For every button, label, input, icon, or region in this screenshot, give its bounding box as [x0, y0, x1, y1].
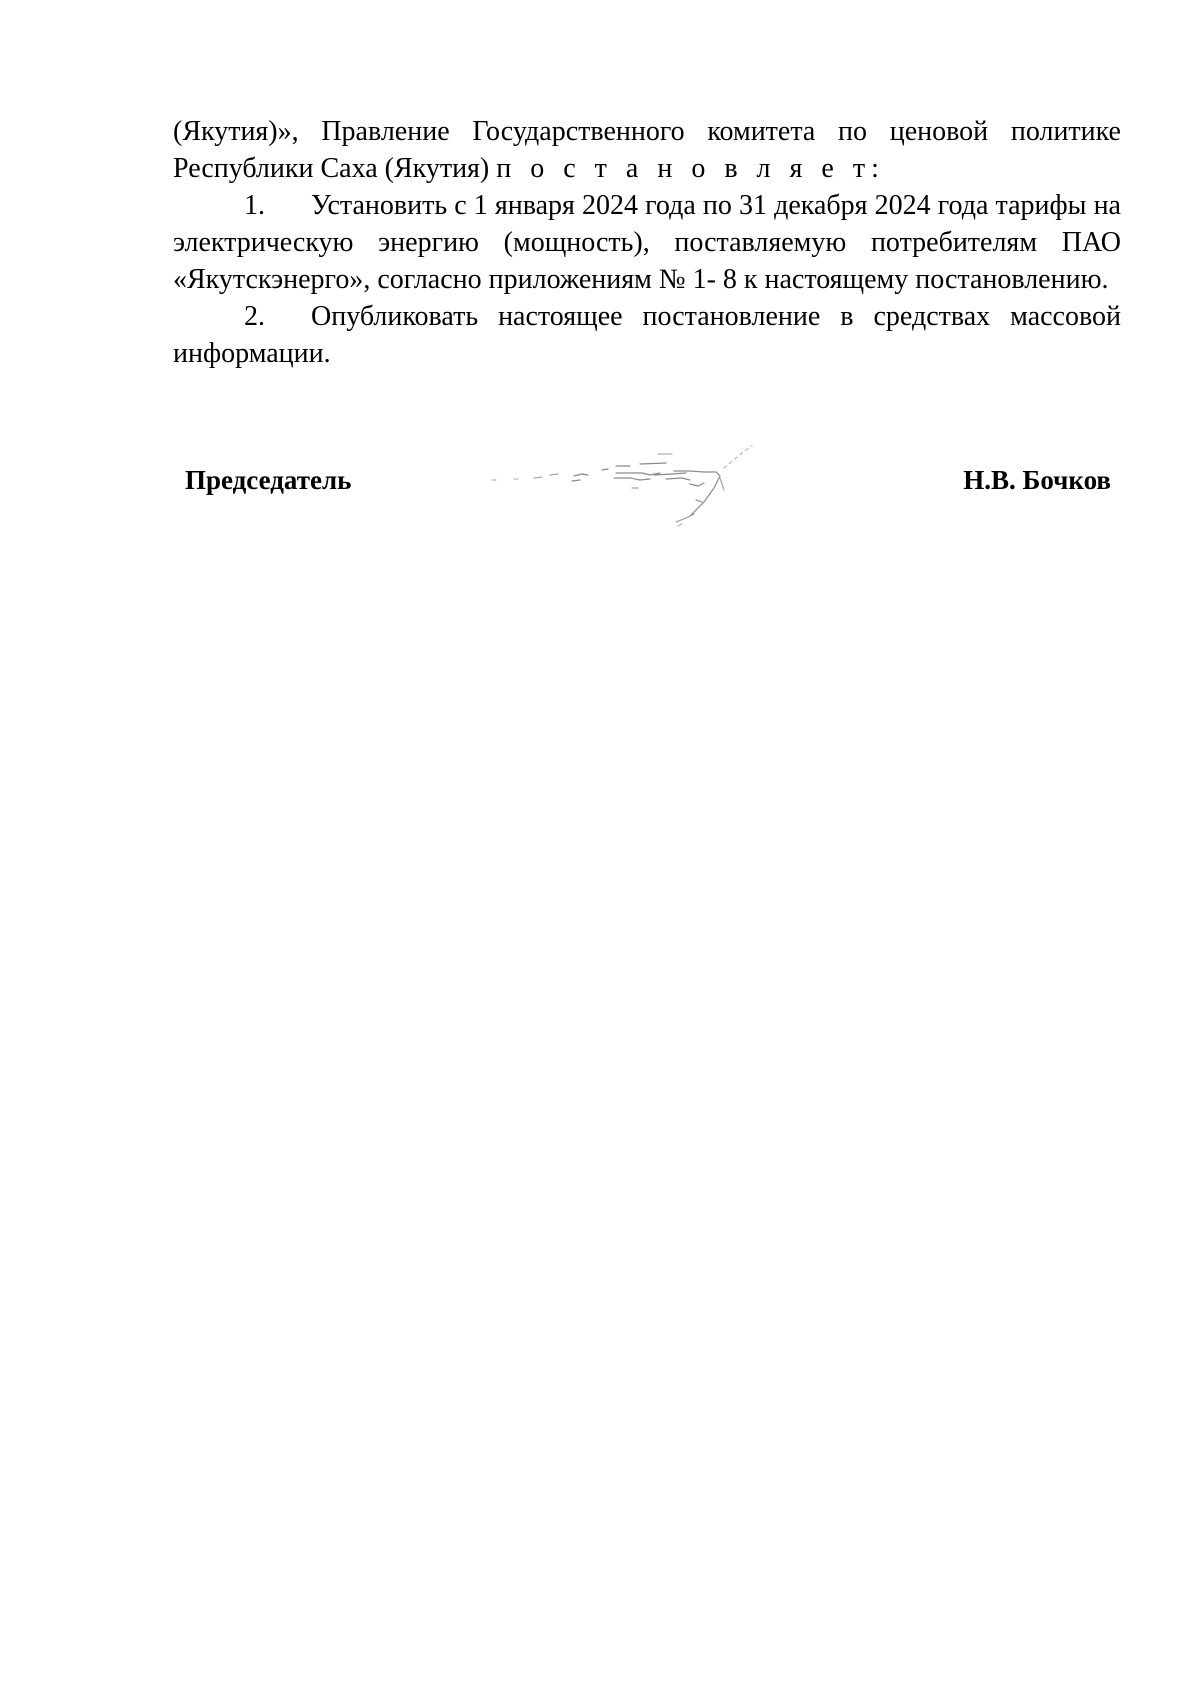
intro-colon: : — [871, 153, 879, 184]
clause-2 — [173, 298, 1121, 372]
handwritten-signature-icon — [490, 442, 780, 528]
clause-1 — [173, 187, 1121, 298]
clause-2-number: 2. — [244, 301, 265, 332]
intro-text: (Якутия)», Правление Государственного комитета по ценовой политике Республики Саха (Якутия) — [173, 116, 1121, 184]
signatory-title: Председатель — [185, 465, 352, 495]
resolves-word: п о с т а н о в л я е т — [496, 153, 872, 184]
clause-1-number: 1. — [244, 190, 265, 221]
clause-2-text: Опубликовать настоящее постановление в средствах массовой информации. — [173, 301, 1121, 369]
signatory-name: Н.В. Бочков — [963, 465, 1111, 495]
clause-1-text: Установить с 1 января 2024 года по 31 декабря 2024 года тарифы на электрическую энергию (мощность), поставляемую потребителям ПАО «Якутскэнерго», согласно приложениям № 1- 8 к настоящему постановлению. — [173, 190, 1121, 295]
intro-paragraph — [173, 113, 1121, 187]
document-body — [173, 113, 1121, 372]
